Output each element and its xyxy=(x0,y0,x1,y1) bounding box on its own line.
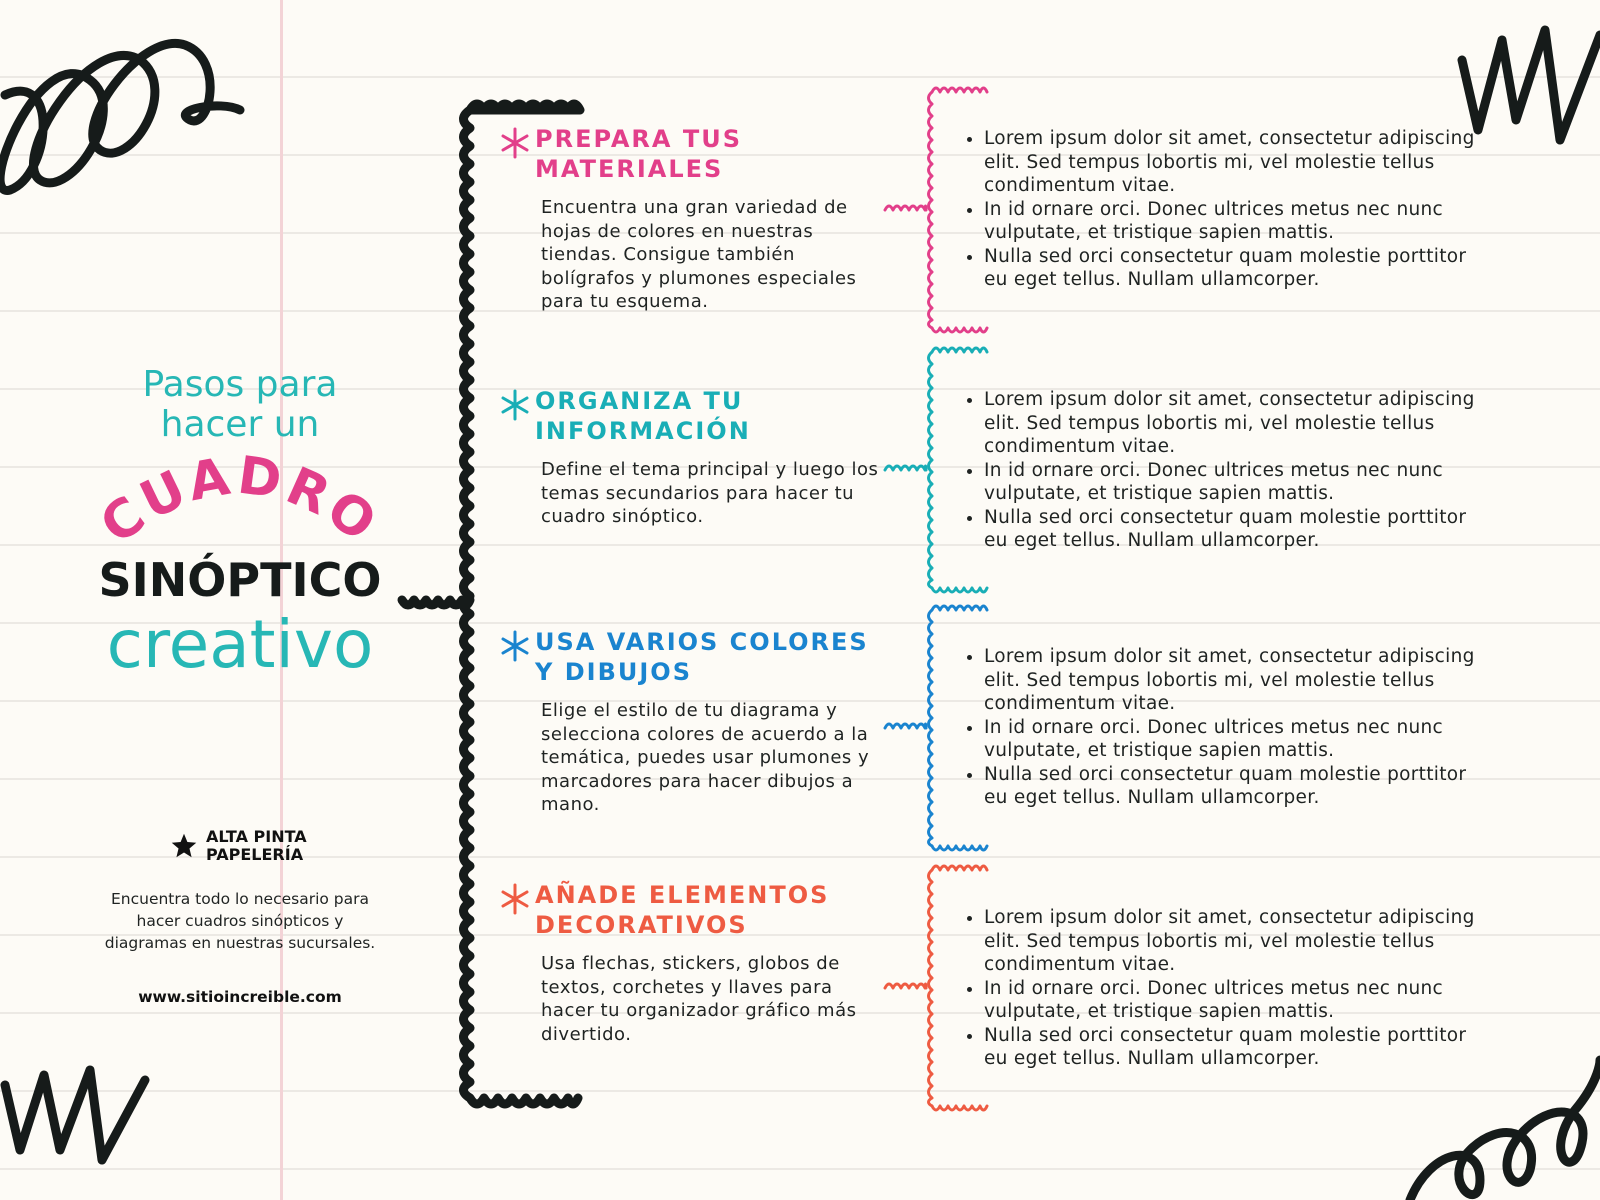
scribble-bottom-right xyxy=(1410,1060,1600,1200)
zigzag-bottom-left xyxy=(5,1070,145,1160)
asterisk-icon xyxy=(495,388,535,422)
step-title: PREPARA TUS MATERIALES xyxy=(535,125,742,183)
step-description: Elige el estilo de tu diagrama y selecciona colores de acuerdo a la temática, puedes usar plumones y marcadores para hacer dibujos a mano. xyxy=(541,700,870,815)
step-description: Encuentra una gran variedad de hojas de colores en nuestras tiendas. Consigue también bolígrafos y plumones especiales para tu esquema. xyxy=(541,197,857,312)
list-item: • Nulla sed orci consectetur quam molestie porttitor eu eget tellus. Nullam ullamcorper. xyxy=(984,763,1484,810)
list-item: • Lorem ipsum dolor sit amet, consectetur adipiscing elit. Sed tempus lobortis mi, vel molestie tellus condimentum vitae. xyxy=(984,127,1484,198)
step-title: USA VARIOS COLORES Y DIBUJOS xyxy=(535,628,869,686)
bracket-spine-3 xyxy=(929,610,933,846)
bracket-bottom-4 xyxy=(932,1106,987,1110)
brand-name-line-1: ALTA PINTA xyxy=(206,827,307,846)
main-title xyxy=(60,365,420,681)
bracket-bottom-3 xyxy=(932,846,987,850)
step-title: ORGANIZA TU INFORMACIÓN xyxy=(535,387,751,445)
step-1-bullets xyxy=(960,127,1484,292)
bracket-spine-2 xyxy=(929,352,933,588)
bracket-top-1 xyxy=(932,88,987,92)
title-line-1: Pasos para xyxy=(142,364,338,405)
list-item: • In id ornare orci. Donec ultrices metus nec nunc vulputate, et tristique sapien mattis. xyxy=(984,977,1484,1024)
list-item: • Lorem ipsum dolor sit amet, consectetur adipiscing elit. Sed tempus lobortis mi, vel molestie tellus condimentum vitae. xyxy=(984,388,1484,459)
step-title: AÑADE ELEMENTOS DECORATIVOS xyxy=(535,881,830,939)
brand-url[interactable]: www.sitioincreible.com xyxy=(138,988,342,1006)
bracket-spine-4 xyxy=(929,870,933,1106)
step-4 xyxy=(495,880,895,1046)
bracket-top-3 xyxy=(932,606,987,610)
asterisk-icon xyxy=(495,629,535,663)
step-2 xyxy=(495,386,895,529)
bracket-spine-1 xyxy=(929,92,933,328)
title-script-word: creativo xyxy=(106,606,374,683)
curved-word-cuadro xyxy=(90,453,390,553)
list-item: • Nulla sed orci consectetur quam molestie porttitor eu eget tellus. Nullam ullamcorper. xyxy=(984,506,1484,553)
list-item: • Lorem ipsum dolor sit amet, consectetur adipiscing elit. Sed tempus lobortis mi, vel molestie tellus condimentum vitae. xyxy=(984,645,1484,716)
zigzag-top-right xyxy=(1462,30,1600,140)
asterisk-icon xyxy=(495,126,535,160)
list-item: • In id ornare orci. Donec ultrices metus nec nunc vulputate, et tristique sapien mattis. xyxy=(984,459,1484,506)
brand-name-line-2: PAPELERÍA xyxy=(206,845,304,864)
bracket-bottom-2 xyxy=(932,588,987,592)
title-bold-word: SINÓPTICO xyxy=(98,553,382,607)
list-item: • Nulla sed orci consectetur quam molestie porttitor eu eget tellus. Nullam ullamcorper. xyxy=(984,1024,1484,1071)
list-item: • Nulla sed orci consectetur quam molestie porttitor eu eget tellus. Nullam ullamcorper. xyxy=(984,245,1484,292)
bracket-top-4 xyxy=(932,866,987,870)
step-2-bullets xyxy=(960,388,1484,553)
step-4-bullets xyxy=(960,906,1484,1071)
step-description: Define el tema principal y luego los temas secundarios para hacer tu cuadro sinóptico. xyxy=(541,459,879,527)
asterisk-icon xyxy=(495,882,535,916)
bracket-bottom-1 xyxy=(932,328,987,332)
title-line-2: hacer un xyxy=(160,404,320,445)
step-3 xyxy=(495,627,895,817)
scribble-top-left xyxy=(0,43,240,190)
brand-description: Encuentra todo lo necesario para hacer cuadros sinópticos y diagramas en nuestras sucursales. xyxy=(104,890,376,952)
bracket-top-2 xyxy=(932,348,987,352)
list-item: • Lorem ipsum dolor sit amet, consectetur adipiscing elit. Sed tempus lobortis mi, vel molestie tellus condimentum vitae. xyxy=(984,906,1484,977)
star-icon xyxy=(170,832,198,860)
step-description: Usa flechas, stickers, globos de textos, corchetes y llaves para hacer tu organizador gráfico más divertido. xyxy=(541,953,857,1045)
list-item: • In id ornare orci. Donec ultrices metus nec nunc vulputate, et tristique sapien mattis. xyxy=(984,198,1484,245)
step-3-bullets xyxy=(960,645,1484,810)
brand-logo xyxy=(170,828,307,864)
svg-text:CUADRO: CUADRO xyxy=(90,453,390,553)
step-1 xyxy=(495,124,895,314)
list-item: • In id ornare orci. Donec ultrices metus nec nunc vulputate, et tristique sapien mattis. xyxy=(984,716,1484,763)
